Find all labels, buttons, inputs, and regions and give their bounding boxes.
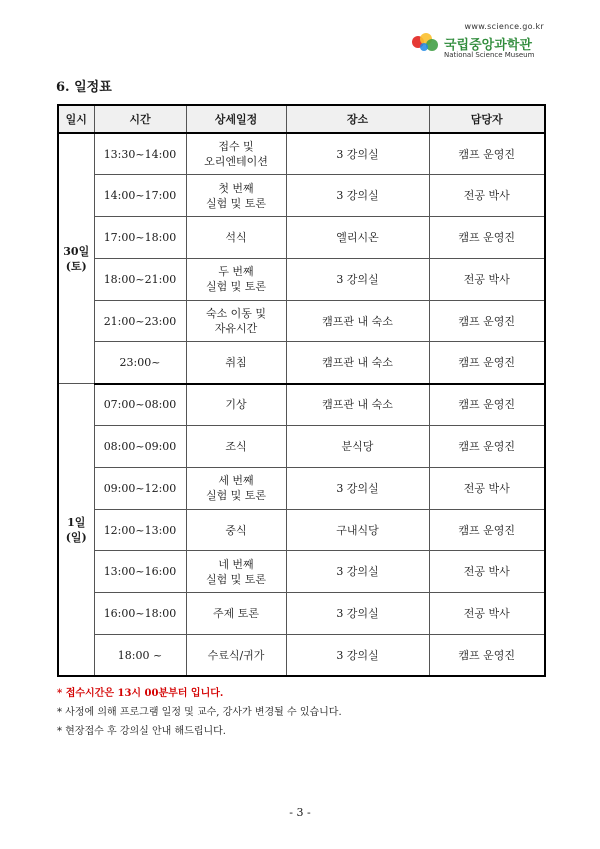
- header-place: 장소: [286, 105, 429, 133]
- detail-line: 기상: [225, 398, 247, 412]
- table-row: [58, 593, 545, 635]
- detail-line: 접수 및: [218, 140, 254, 154]
- weekday-label: (토): [65, 259, 87, 273]
- detail-cell: [186, 384, 286, 426]
- time-cell: 09:00~12:00: [94, 467, 186, 509]
- table-row: [58, 509, 545, 551]
- schedule-table: [57, 104, 546, 677]
- detail-line: 취침: [225, 356, 247, 370]
- staff-cell: 전공 박사: [429, 258, 545, 300]
- detail-cell: [186, 133, 286, 175]
- staff-cell: 전공 박사: [429, 593, 545, 635]
- logo-name-ko: 국립중앙과학관: [444, 38, 532, 53]
- day-label: 30일: [63, 244, 90, 258]
- time-cell: 13:30~14:00: [94, 133, 186, 175]
- weekday-label: (일): [65, 530, 87, 544]
- place-cell: 3 강의실: [286, 175, 429, 217]
- detail-cell: [186, 217, 286, 259]
- detail-line: 주제 토론: [212, 607, 259, 621]
- detail-line: 숙소 이동 및: [205, 307, 267, 321]
- staff-cell: 전공 박사: [429, 175, 545, 217]
- detail-cell: [186, 509, 286, 551]
- time-cell: 21:00~23:00: [94, 300, 186, 342]
- detail-line: 세 번째: [218, 474, 254, 488]
- detail-line: 석식: [225, 230, 247, 244]
- detail-line: 조식: [225, 439, 247, 453]
- staff-cell: 캠프 운영진: [429, 342, 545, 384]
- place-cell: 3 강의실: [286, 551, 429, 593]
- table-row: [58, 426, 545, 468]
- detail-line: 중식: [225, 523, 247, 537]
- detail-line: 실험 및 토론: [205, 280, 267, 294]
- table-row: [58, 258, 545, 300]
- note-checkin-time: * 접수시간은 13시 00분부터 입니다.: [57, 688, 224, 699]
- note-classroom-guide: * 현장접수 후 강의실 안내 해드립니다.: [57, 726, 226, 737]
- detail-line: 수료식/귀가: [207, 648, 265, 662]
- detail-cell: [186, 300, 286, 342]
- day-label: 1일: [67, 515, 86, 529]
- schedule-body: [58, 133, 545, 676]
- staff-cell: 캠프 운영진: [429, 509, 545, 551]
- place-cell: 3 강의실: [286, 133, 429, 175]
- place-cell: 3 강의실: [286, 635, 429, 677]
- staff-cell: 캠프 운영진: [429, 384, 545, 426]
- time-cell: 07:00~08:00: [94, 384, 186, 426]
- time-cell: 16:00~18:00: [94, 593, 186, 635]
- detail-cell: [186, 635, 286, 677]
- table-row: [58, 384, 545, 426]
- table-row: [58, 342, 545, 384]
- table-row: [58, 217, 545, 259]
- detail-line: 두 번째: [218, 265, 254, 279]
- time-cell: 17:00~18:00: [94, 217, 186, 259]
- museum-logo-mark-icon: [410, 30, 440, 54]
- detail-cell: [186, 467, 286, 509]
- place-cell: 캠프관 내 숙소: [286, 384, 429, 426]
- table-row: [58, 635, 545, 677]
- detail-line: 첫 번째: [218, 181, 254, 195]
- staff-cell: 캠프 운영진: [429, 426, 545, 468]
- detail-cell: [186, 426, 286, 468]
- day-cell: [58, 133, 94, 384]
- header-time: 시간: [94, 105, 186, 133]
- detail-line: 실험 및 토론: [205, 196, 267, 210]
- time-cell: 08:00~09:00: [94, 426, 186, 468]
- table-row: [58, 300, 545, 342]
- place-cell: 3 강의실: [286, 467, 429, 509]
- place-cell: 3 강의실: [286, 593, 429, 635]
- place-cell: 캠프관 내 숙소: [286, 300, 429, 342]
- table-row: [58, 175, 545, 217]
- detail-line: 실험 및 토론: [205, 572, 267, 586]
- table-row: [58, 133, 545, 175]
- time-cell: 23:00~: [94, 342, 186, 384]
- time-cell: 18:00 ~: [94, 635, 186, 677]
- detail-cell: [186, 258, 286, 300]
- place-cell: 분식당: [286, 426, 429, 468]
- logo-name-en: National Science Museum: [444, 51, 535, 59]
- detail-cell: [186, 551, 286, 593]
- detail-cell: [186, 342, 286, 384]
- page-number: - 3 -: [289, 806, 311, 819]
- staff-cell: 캠프 운영진: [429, 133, 545, 175]
- table-row: [58, 551, 545, 593]
- detail-cell: [186, 593, 286, 635]
- day-cell: [58, 384, 94, 677]
- detail-cell: [186, 175, 286, 217]
- notes: [57, 684, 342, 741]
- header-detail: 상세일정: [186, 105, 286, 133]
- staff-cell: 캠프 운영진: [429, 300, 545, 342]
- place-cell: 엘리시온: [286, 217, 429, 259]
- table-header-row: [58, 105, 545, 133]
- logo-url: www.science.go.kr: [464, 22, 544, 31]
- staff-cell: 캠프 운영진: [429, 635, 545, 677]
- staff-cell: 전공 박사: [429, 551, 545, 593]
- place-cell: 구내식당: [286, 509, 429, 551]
- place-cell: 캠프관 내 숙소: [286, 342, 429, 384]
- table-row: [58, 467, 545, 509]
- place-cell: 3 강의실: [286, 258, 429, 300]
- note-schedule-change: * 사정에 의해 프로그램 일정 및 교수, 강사가 변경될 수 있습니다.: [57, 707, 342, 718]
- header-staff: 담당자: [429, 105, 545, 133]
- time-cell: 13:00~16:00: [94, 551, 186, 593]
- detail-line: 자유시간: [214, 322, 258, 336]
- time-cell: 14:00~17:00: [94, 175, 186, 217]
- staff-cell: 캠프 운영진: [429, 217, 545, 259]
- staff-cell: 전공 박사: [429, 467, 545, 509]
- time-cell: 18:00~21:00: [94, 258, 186, 300]
- time-cell: 12:00~13:00: [94, 509, 186, 551]
- section-title: 6. 일정표: [56, 80, 112, 95]
- museum-logo: [410, 22, 560, 62]
- header-datetime: 일시: [58, 105, 94, 133]
- detail-line: 네 번째: [218, 557, 254, 571]
- detail-line: 실험 및 토론: [205, 489, 267, 503]
- detail-line: 오리엔테이션: [204, 155, 268, 169]
